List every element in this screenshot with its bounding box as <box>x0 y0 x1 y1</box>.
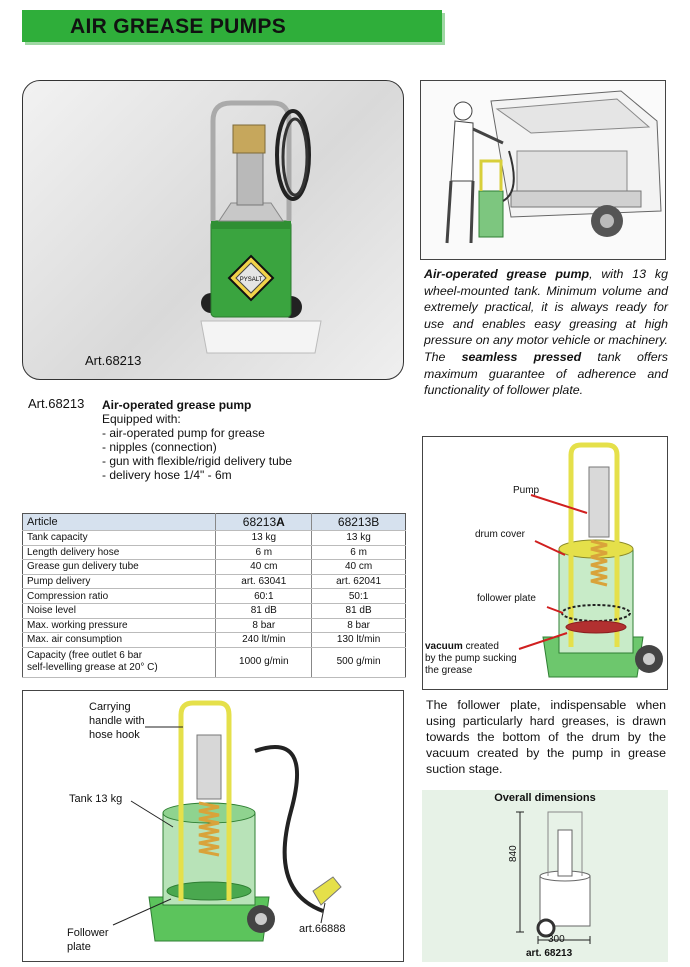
header-col-b: 68213B <box>312 514 406 531</box>
table-row: Tank capacity 13 kg 13 kg <box>23 531 406 546</box>
label-tank: Tank 13 kg <box>69 793 123 805</box>
overall-dimensions <box>422 790 668 962</box>
label-vacuum-2: by the pump sucking <box>425 653 517 664</box>
intro-lead: Air-operated grease pump <box>424 267 590 281</box>
label-pump: Pump <box>513 485 540 496</box>
label-handle-3: hose hook <box>89 729 140 741</box>
article-number: Art.68213 <box>28 396 85 411</box>
header-label: Article <box>23 514 216 531</box>
cutaway-diagram <box>422 436 668 690</box>
pump-diagram <box>22 690 404 962</box>
dimension-width: 300 <box>548 934 565 945</box>
table-row: Length delivery hose 6 m 6 m <box>23 545 406 560</box>
table-row: Max. air consumption 240 lt/min 130 lt/min <box>23 633 406 648</box>
label-handle-2: handle with <box>89 715 145 727</box>
table-row: Capacity (free outlet 6 bar self-levelling grease at 20° C) 1000 g/min 500 g/min <box>23 647 406 677</box>
table-row: Compression ratio 60:1 50:1 <box>23 589 406 604</box>
pump-diagram-drawing <box>23 691 405 963</box>
list-item: - gun with flexible/rigid delivery tube <box>102 454 293 468</box>
photo-caption: Art.68213 <box>85 353 142 368</box>
label-vacuum-3: the grease <box>425 665 473 676</box>
dimensions-title: Overall dimensions <box>494 792 596 804</box>
list-item: - delivery hose 1/4" - 6m <box>102 468 232 482</box>
list-item: - nipples (connection) <box>102 440 217 454</box>
intro-part2: tank offers maximum guarantee of adherence and functionality of follower plate. <box>424 349 668 398</box>
header-col-a: 68213A <box>216 514 312 531</box>
equipment-list <box>102 412 362 482</box>
intro-mid: seamless pressed <box>461 349 582 364</box>
follower-paragraph: The follower plate, indispensable when using particularly hard greases, is drawn towards the bottom of the drum by the vacuum created by the pump in grease suction stage. <box>426 698 666 776</box>
label-follower-plate: follower plate <box>477 593 536 604</box>
table-row: Noise level 81 dB 81 dB <box>23 603 406 618</box>
table-row: Pump delivery art. 63041 art. 62041 <box>23 574 406 589</box>
label-gun: art.66888 <box>299 923 346 935</box>
label-drum-cover: drum cover <box>475 529 526 540</box>
dimension-article: art. 68213 <box>526 948 573 959</box>
title-bar <box>22 10 442 42</box>
label-handle-1: Carrying <box>89 701 131 713</box>
truck-sketch <box>421 81 667 261</box>
article-name: Air-operated grease pump <box>102 398 252 412</box>
list-item: - air-operated pump for grease <box>102 426 265 440</box>
label-follower-1: Follower <box>67 927 109 939</box>
intro-paragraph <box>424 266 668 399</box>
page-title: AIR GREASE PUMPS <box>70 15 286 38</box>
intro-part1: , with 13 kg wheel-mounted tank. Minimum volume and extremely practical, it is always ready for use and enables easy greasing at high pressure on any motor vehicle or machinery. The <box>424 267 668 364</box>
table-row: Max. working pressure 8 bar 8 bar <box>23 618 406 633</box>
mechanic-sketch <box>420 80 666 260</box>
spec-table <box>22 513 406 678</box>
table-row: Grease gun delivery tube 40 cm 40 cm <box>23 560 406 575</box>
badge-text: PYSALT <box>239 277 263 283</box>
table-header-row <box>23 514 406 531</box>
dimensions-drawing <box>422 790 668 962</box>
dimension-height: 840 <box>508 845 519 862</box>
label-follower-2: plate <box>67 941 91 953</box>
product-photo <box>22 80 404 380</box>
list-item: Equipped with: <box>102 412 181 426</box>
grease-pump-photo <box>23 81 404 380</box>
label-vacuum-1: vacuum created <box>425 641 499 652</box>
